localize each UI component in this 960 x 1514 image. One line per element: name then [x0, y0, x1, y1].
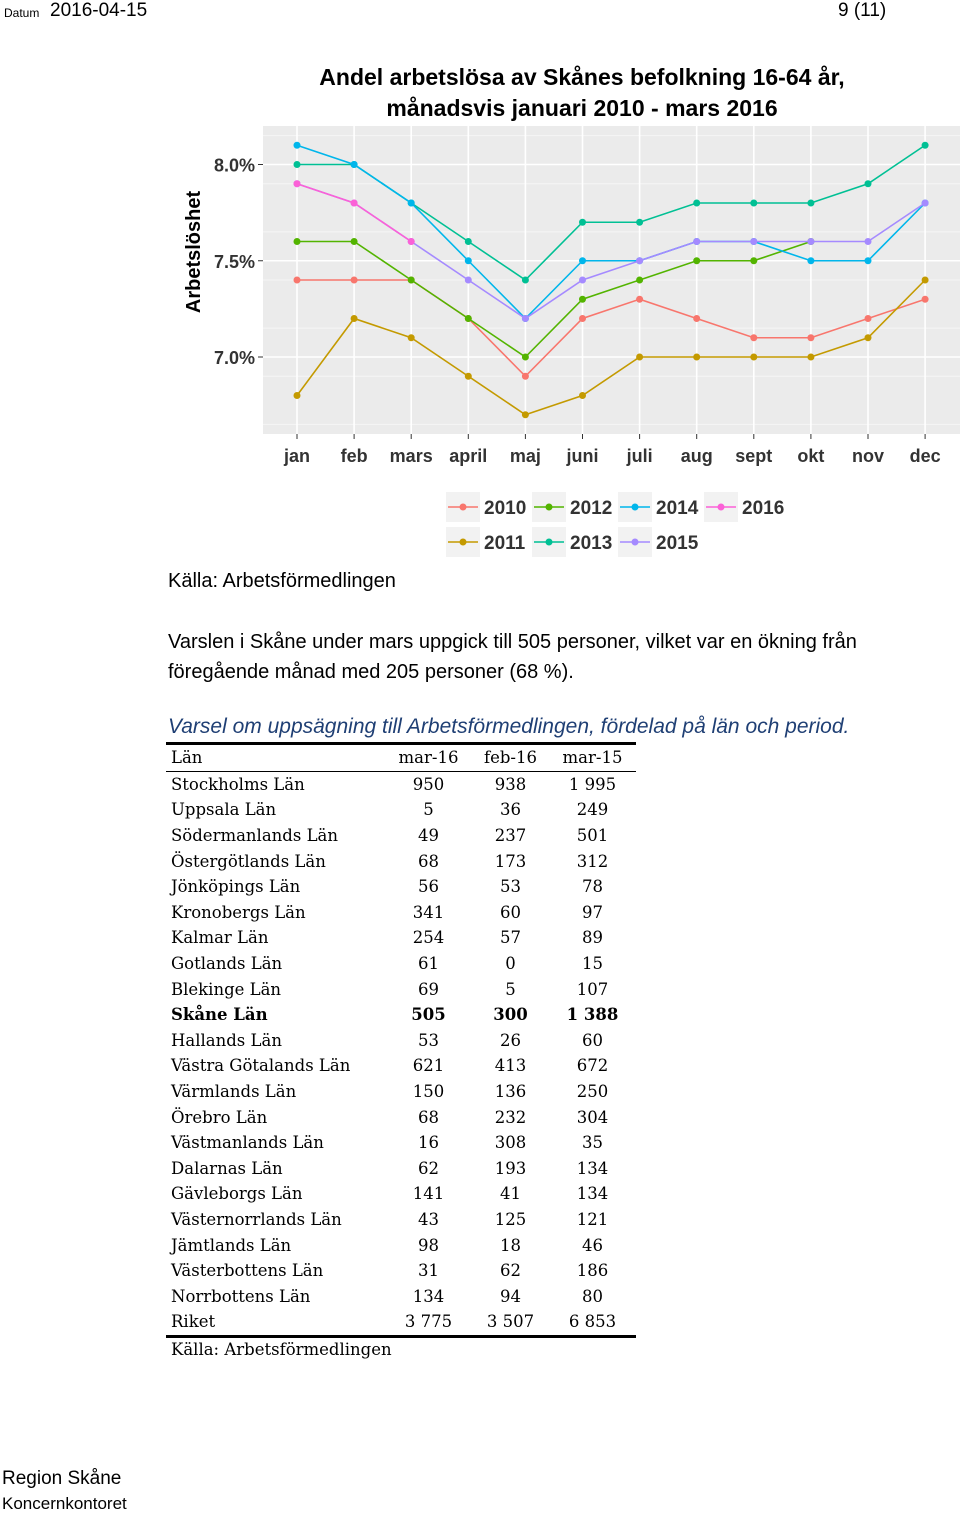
cell-name: Örebro Län — [171, 1107, 268, 1127]
header-date: 2016-04-15 — [50, 0, 148, 21]
cell-feb16: 413 — [494, 1056, 527, 1076]
cell-mar16: 141 — [412, 1184, 445, 1204]
x-tick-label: sept — [735, 446, 773, 466]
data-point-2011 — [922, 277, 929, 284]
data-point-2015 — [807, 238, 814, 245]
cell-mar15: 1 388 — [566, 1005, 619, 1025]
data-point-2010 — [294, 277, 301, 284]
cell-mar15: 121 — [576, 1209, 609, 1229]
cell-feb16: 26 — [499, 1030, 521, 1050]
cell-feb16: 308 — [494, 1133, 527, 1153]
cell-feb16: 237 — [494, 826, 527, 846]
cell-mar15: 46 — [581, 1235, 603, 1255]
data-point-2012 — [750, 257, 757, 264]
cell-feb16: 41 — [499, 1184, 521, 1204]
legend-key-point — [460, 539, 467, 546]
data-point-2015 — [465, 277, 472, 284]
data-point-2014 — [294, 142, 301, 149]
data-point-2010 — [922, 296, 929, 303]
data-point-2013 — [865, 180, 872, 187]
cell-name: Skåne Län — [171, 1005, 268, 1025]
chart-title-line2: månadsvis januari 2010 - mars 2016 — [386, 95, 778, 121]
y-tick-label: 7.5% — [213, 251, 255, 272]
cell-feb16: 53 — [499, 877, 521, 897]
table-row — [166, 771, 636, 797]
data-point-2012 — [351, 238, 358, 245]
cell-name: Värmlands Län — [171, 1082, 297, 1102]
cell-mar15: 304 — [576, 1107, 609, 1127]
cell-mar16: 505 — [411, 1005, 446, 1025]
table-row — [166, 1130, 636, 1156]
data-point-2011 — [351, 315, 358, 322]
x-tick-label: april — [449, 446, 488, 466]
y-axis-label: Arbetslöshet — [183, 190, 205, 314]
column-header-feb16: feb-16 — [483, 748, 537, 768]
table-row — [166, 1079, 636, 1105]
data-point-2015 — [865, 238, 872, 245]
table-row — [166, 874, 636, 900]
cell-mar15: 80 — [581, 1286, 603, 1306]
cell-feb16: 938 — [494, 774, 527, 794]
header-date-label: Datum — [4, 6, 40, 20]
total-mar16: 3 775 — [404, 1312, 453, 1332]
table-row — [166, 976, 636, 1002]
data-point-2015 — [922, 200, 929, 207]
column-header-mar16: mar-16 — [398, 748, 459, 768]
legend-label-2011: 2011 — [484, 533, 526, 554]
cell-mar15: 312 — [576, 851, 609, 871]
table-row — [166, 1053, 636, 1079]
cell-mar16: 43 — [418, 1209, 439, 1229]
data-point-2011 — [522, 411, 529, 418]
table-row — [166, 900, 636, 926]
cell-name: Gävleborgs Län — [171, 1184, 303, 1204]
legend-key-point — [546, 504, 553, 511]
y-tick-label: 7.0% — [213, 348, 255, 368]
total-feb16: 3 507 — [486, 1312, 535, 1332]
legend-label-2010: 2010 — [484, 498, 527, 519]
cell-feb16: 62 — [499, 1261, 521, 1281]
data-point-2016 — [351, 200, 358, 207]
cell-feb16: 0 — [505, 954, 516, 974]
table-row — [166, 1002, 636, 1028]
cell-name: Jämtlands Län — [171, 1235, 292, 1255]
cell-mar15: 107 — [576, 979, 609, 999]
cell-feb16: 36 — [499, 800, 521, 820]
cell-mar16: 341 — [412, 902, 445, 922]
y-tick-label: 8.0% — [213, 155, 255, 176]
table-row — [166, 848, 636, 874]
legend-label-2013: 2013 — [570, 533, 613, 554]
data-point-2011 — [465, 373, 472, 380]
cell-mar16: 150 — [412, 1082, 445, 1102]
data-point-2010 — [693, 315, 700, 322]
data-point-2010 — [750, 334, 757, 341]
cell-name: Hallands Län — [171, 1030, 282, 1050]
data-point-2011 — [579, 392, 586, 399]
x-tick-label: aug — [680, 446, 713, 466]
cell-mar15: 60 — [581, 1030, 603, 1050]
data-point-2014 — [807, 257, 814, 264]
cell-name: Kronobergs Län — [171, 902, 306, 922]
data-point-2013 — [522, 277, 529, 284]
table-row — [166, 1156, 636, 1182]
cell-mar16: 61 — [418, 954, 439, 974]
summary-paragraph: Varslen i Skåne under mars uppgick till 505 personer, vilket var en ökning från föregående månad med 205 personer (68 %). — [168, 631, 857, 683]
cell-feb16: 193 — [494, 1158, 527, 1178]
data-point-2011 — [693, 354, 700, 361]
data-point-2012 — [693, 257, 700, 264]
cell-mar16: 62 — [418, 1158, 439, 1178]
cell-mar16: 98 — [418, 1235, 439, 1255]
data-point-2014 — [351, 161, 358, 168]
cell-mar16: 950 — [412, 774, 445, 794]
data-point-2015 — [522, 315, 529, 322]
legend-key-point — [460, 504, 467, 511]
data-point-2012 — [636, 277, 643, 284]
cell-feb16: 57 — [499, 928, 521, 948]
table-row — [166, 1232, 636, 1258]
cell-name: Västra Götalands Län — [171, 1056, 351, 1076]
x-tick-label: mars — [389, 446, 433, 466]
data-point-2011 — [636, 354, 643, 361]
table-row — [166, 823, 636, 849]
cell-mar15: 501 — [576, 826, 609, 846]
cell-mar16: 56 — [418, 877, 439, 897]
cell-mar15: 250 — [576, 1082, 609, 1102]
cell-mar16: 5 — [423, 800, 434, 820]
cell-name: Jönköpings Län — [171, 877, 301, 897]
cell-mar15: 1 995 — [568, 774, 617, 794]
footer-org: Region Skåne — [2, 1468, 122, 1489]
data-point-2013 — [579, 219, 586, 226]
legend-label-2016: 2016 — [742, 498, 785, 519]
cell-mar15: 186 — [576, 1261, 609, 1281]
cell-mar16: 68 — [418, 1107, 439, 1127]
x-tick-label: jan — [283, 446, 311, 466]
data-point-2010 — [579, 315, 586, 322]
cell-mar15: 249 — [576, 800, 609, 820]
cell-mar16: 31 — [418, 1261, 439, 1281]
table-row — [166, 1283, 636, 1309]
cell-feb16: 18 — [499, 1235, 521, 1255]
data-point-2014 — [865, 257, 872, 264]
x-tick-label: okt — [797, 446, 825, 466]
data-point-2012 — [579, 296, 586, 303]
page-number: 9 (11) — [838, 0, 887, 21]
table-row — [166, 951, 636, 977]
data-point-2010 — [807, 334, 814, 341]
layoffs-table — [166, 742, 636, 1338]
x-tick-label: dec — [909, 446, 941, 466]
data-point-2014 — [579, 257, 586, 264]
data-point-2011 — [750, 354, 757, 361]
column-header-mar15: mar-15 — [562, 748, 623, 768]
cell-mar15: 78 — [581, 877, 603, 897]
data-point-2014 — [465, 257, 472, 264]
cell-feb16: 136 — [494, 1082, 527, 1102]
data-point-2013 — [693, 200, 700, 207]
cell-name: Västerbottens Län — [171, 1261, 324, 1281]
x-tick-label: juli — [626, 446, 653, 466]
data-point-2013 — [922, 142, 929, 149]
cell-name: Västernorrlands Län — [171, 1209, 342, 1229]
table-row — [166, 1104, 636, 1130]
cell-mar15: 672 — [576, 1056, 609, 1076]
data-point-2013 — [294, 161, 301, 168]
data-point-2010 — [351, 277, 358, 284]
table-row — [166, 925, 636, 951]
cell-feb16: 300 — [493, 1005, 528, 1025]
data-point-2011 — [408, 334, 415, 341]
data-point-2011 — [294, 392, 301, 399]
cell-name: Gotlands Län — [171, 954, 283, 974]
table-row — [166, 1207, 636, 1233]
cell-mar16: 53 — [418, 1030, 439, 1050]
cell-name: Östergötlands Län — [171, 851, 326, 871]
table-row — [166, 1258, 636, 1284]
data-point-2010 — [522, 373, 529, 380]
cell-mar15: 97 — [581, 902, 603, 922]
legend-key-point — [632, 539, 639, 546]
table-header-row — [166, 744, 636, 772]
table-row — [166, 1028, 636, 1054]
data-point-2015 — [693, 238, 700, 245]
total-mar15: 6 853 — [568, 1312, 617, 1332]
cell-mar16: 134 — [412, 1286, 445, 1306]
cell-mar15: 15 — [581, 954, 603, 974]
cell-mar15: 35 — [581, 1133, 603, 1153]
footer-dept: Koncernkontoret — [2, 1494, 127, 1513]
data-point-2010 — [636, 296, 643, 303]
legend-label-2015: 2015 — [656, 533, 699, 554]
cell-mar16: 16 — [418, 1133, 439, 1153]
unemployment-line-chart — [170, 56, 960, 566]
table-heading: Varsel om uppsägning till Arbetsförmedlingen, fördelad på län och period. — [168, 715, 850, 738]
data-point-2010 — [865, 315, 872, 322]
cell-mar16: 621 — [412, 1056, 445, 1076]
cell-mar16: 49 — [418, 826, 439, 846]
data-point-2012 — [408, 277, 415, 284]
legend-key-point — [632, 504, 639, 511]
cell-name: Blekinge Län — [171, 979, 282, 999]
cell-mar16: 68 — [418, 851, 439, 871]
data-point-2015 — [579, 277, 586, 284]
total-name: Riket — [171, 1312, 216, 1332]
data-point-2016 — [408, 238, 415, 245]
legend-key-point — [546, 539, 553, 546]
data-point-2013 — [465, 238, 472, 245]
data-point-2015 — [636, 257, 643, 264]
data-point-2015 — [750, 238, 757, 245]
x-tick-label: feb — [340, 446, 368, 466]
data-point-2012 — [465, 315, 472, 322]
cell-feb16: 173 — [494, 851, 527, 871]
cell-feb16: 125 — [494, 1209, 527, 1229]
cell-mar15: 89 — [581, 928, 603, 948]
cell-name: Dalarnas Län — [171, 1158, 283, 1178]
cell-name: Västmanlands Län — [171, 1133, 324, 1153]
cell-feb16: 94 — [499, 1286, 521, 1306]
cell-mar15: 134 — [576, 1184, 609, 1204]
data-point-2014 — [408, 200, 415, 207]
data-point-2011 — [807, 354, 814, 361]
table-row — [166, 797, 636, 823]
data-point-2013 — [636, 219, 643, 226]
cell-mar16: 69 — [418, 979, 439, 999]
x-tick-label: juni — [566, 446, 599, 466]
data-point-2013 — [807, 200, 814, 207]
data-point-2013 — [750, 200, 757, 207]
cell-name: Stockholms Län — [171, 774, 305, 794]
chart-source: Källa: Arbetsförmedlingen — [168, 570, 396, 592]
legend-key-point — [718, 504, 725, 511]
legend-label-2014: 2014 — [656, 498, 699, 519]
data-point-2011 — [865, 334, 872, 341]
cell-feb16: 60 — [499, 902, 521, 922]
chart-title-line1: Andel arbetslösa av Skånes befolkning 16-64 år, — [319, 64, 845, 90]
column-header-lan: Län — [171, 748, 203, 768]
cell-name: Kalmar Län — [171, 928, 269, 948]
cell-feb16: 5 — [505, 979, 516, 999]
legend-label-2012: 2012 — [570, 498, 613, 519]
x-tick-label: maj — [509, 446, 541, 466]
table-row — [166, 1181, 636, 1207]
x-tick-label: nov — [851, 446, 885, 466]
cell-name: Södermanlands Län — [171, 826, 338, 846]
cell-name: Norrbottens Län — [171, 1286, 311, 1306]
data-point-2012 — [294, 238, 301, 245]
cell-mar15: 134 — [576, 1158, 609, 1178]
cell-name: Uppsala Län — [171, 800, 277, 820]
cell-mar16: 254 — [412, 928, 445, 948]
data-point-2012 — [522, 354, 529, 361]
table-total-row — [166, 1309, 636, 1336]
table-source: Källa: Arbetsförmedlingen — [171, 1340, 392, 1359]
cell-feb16: 232 — [494, 1107, 527, 1127]
data-point-2016 — [294, 180, 301, 187]
